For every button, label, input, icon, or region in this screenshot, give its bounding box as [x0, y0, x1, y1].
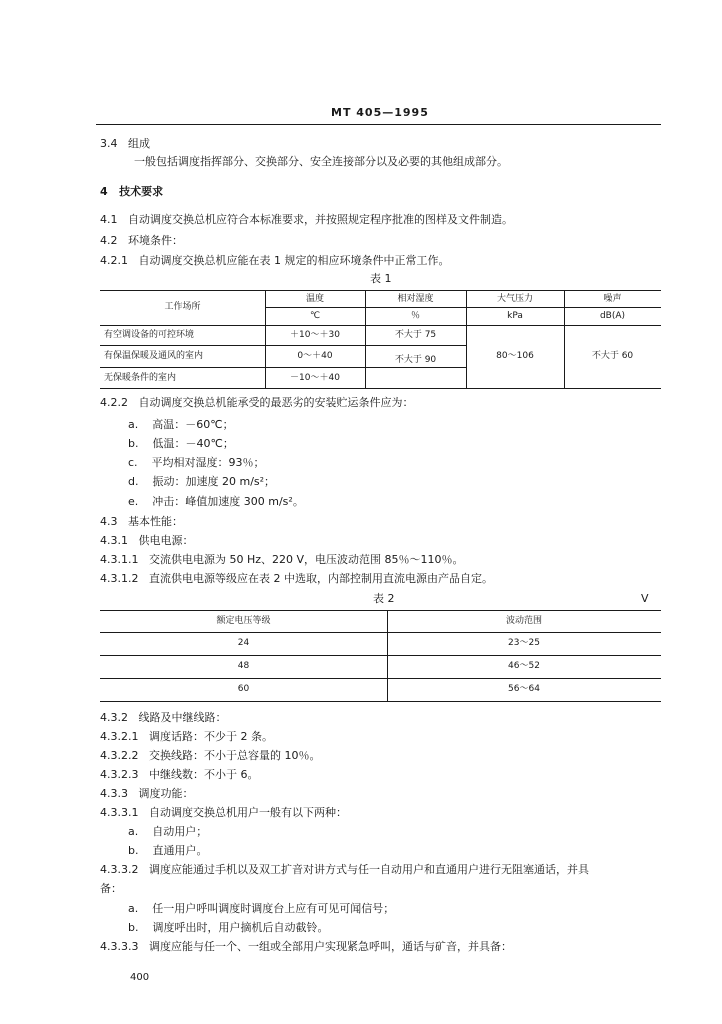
table2-row2-range: 46～52	[508, 661, 540, 671]
section-4-3-2-2: 4.3.2.2 交换线路：不小于总容量的 10％。	[100, 749, 321, 762]
header-rule	[96, 124, 661, 125]
table1-header-pressure-unit: kPa	[507, 311, 523, 321]
section-4-3-1-1: 4.3.1.1 交流供电电源为 50 Hz、220 V，电压波动范围 85％～110％。	[100, 553, 464, 566]
table2-row3-rated: 60	[237, 684, 250, 694]
list-item: d. 振动：加速度 20 m/s²；	[128, 475, 276, 488]
table1-pressure-value: 80～106	[496, 351, 534, 361]
page-header-title: MT 405—1995	[331, 106, 429, 119]
table1-header-humidity-unit: ％	[410, 311, 420, 321]
section-3-4-body: 一般包括调度指挥部分、交换部分、安全连接部分以及必要的其他组成部分。	[134, 155, 508, 168]
table1-header-humidity: 相对湿度	[397, 294, 434, 304]
section-4-3-2-3: 4.3.2.3 中继线数：不小于 6。	[100, 768, 259, 781]
section-4-3: 4.3 基本性能：	[100, 515, 183, 528]
section-4-3-3-2-cont: 备：	[100, 882, 122, 895]
table1-row2-place: 有保温保暖及通风的室内	[104, 351, 204, 361]
table1-header-place: 工作场所	[164, 302, 201, 312]
table1-header-temp: 温度	[305, 294, 324, 304]
section-4-3-1-2: 4.3.1.2 直流供电电源等级应在表 2 中选取，内部控制用直流电源由产品自定。	[100, 572, 493, 585]
table1-header-temp-unit: ℃	[309, 311, 321, 321]
section-4-2-2: 4.2.2 自动调度交换总机能承受的最恶劣的安装贮运条件应为：	[100, 396, 414, 409]
table2-row3-range: 56～64	[508, 684, 540, 694]
list-item: c. 平均相对湿度：93％；	[128, 456, 265, 469]
section-4-heading: 4 技术要求	[100, 185, 164, 198]
table1-row3-place: 无保暖条件的室内	[104, 373, 177, 383]
table1-row3-temp: －10～＋40	[290, 373, 340, 383]
section-4-3-3-2: 4.3.3.2 调度应能通过手机以及双工扩音对讲方式与任一自动用户和直通用户进行无阻塞通话，并具	[100, 863, 589, 876]
section-4-3-1: 4.3.1 供电电源：	[100, 534, 194, 547]
table2-row1-rated: 24	[237, 638, 250, 648]
table1-row1-humidity: 不大于 75	[394, 330, 437, 340]
table1-caption: 表 1	[370, 272, 392, 285]
section-4-3-3: 4.3.3 调度功能：	[100, 787, 194, 800]
section-4-2-1: 4.2.1 自动调度交换总机应能在表 1 规定的相应环境条件中正常工作。	[100, 254, 450, 267]
table2-header-rated: 额定电压等级	[216, 616, 271, 626]
table1-header-noise: 噪声	[603, 294, 622, 304]
section-4-3-3-1: 4.3.3.1 自动调度交换总机用户一般有以下两种：	[100, 806, 347, 819]
section-4-2: 4.2 环境条件：	[100, 234, 183, 247]
list-item: b. 调度呼出时，用户摘机后自动截铃。	[128, 921, 329, 934]
section-4-3-3-3: 4.3.3.3 调度应能与任一个、一组或全部用户实现紧急呼叫，通话与矿音，并具备：	[100, 940, 512, 953]
list-item: b. 低温：－40℃；	[128, 437, 234, 450]
list-item: e. 冲击：峰值加速度 300 m/s²。	[128, 495, 304, 508]
table1-row1-place: 有空调设备的可控环境	[104, 330, 195, 340]
table2-caption: 表 2	[373, 592, 395, 605]
list-item: a. 自动用户；	[128, 825, 208, 838]
page-number: 400	[130, 972, 150, 983]
list-item: b. 直通用户。	[128, 844, 208, 857]
table2-unit: V	[641, 592, 649, 605]
list-item: a. 高温：－60℃；	[128, 418, 234, 431]
list-item: a. 任一用户呼叫调度时调度台上应有可见可闻信号；	[128, 902, 395, 915]
table1-noise-value: 不大于 60	[591, 351, 634, 361]
table1-header-noise-unit: dB(A)	[599, 311, 626, 321]
table2-row2-rated: 48	[237, 661, 250, 671]
table1-row1-temp: ＋10～＋30	[290, 330, 340, 340]
table1-row2-humidity: 不大于 90	[394, 355, 437, 365]
section-4-1: 4.1 自动调度交换总机应符合本标准要求，并按照规定程序批准的图样及文件制造。	[100, 213, 513, 226]
table2-row1-range: 23～25	[508, 638, 540, 648]
table1-header-pressure: 大气压力	[496, 294, 533, 304]
section-4-3-2: 4.3.2 线路及中继线路：	[100, 711, 227, 724]
table2-header-range: 波动范围	[505, 616, 542, 626]
section-3-4-heading: 3.4 组成	[100, 137, 150, 150]
table1-row2-temp: 0～＋40	[297, 351, 333, 361]
section-4-3-2-1: 4.3.2.1 调度话路：不少于 2 条。	[100, 730, 273, 743]
